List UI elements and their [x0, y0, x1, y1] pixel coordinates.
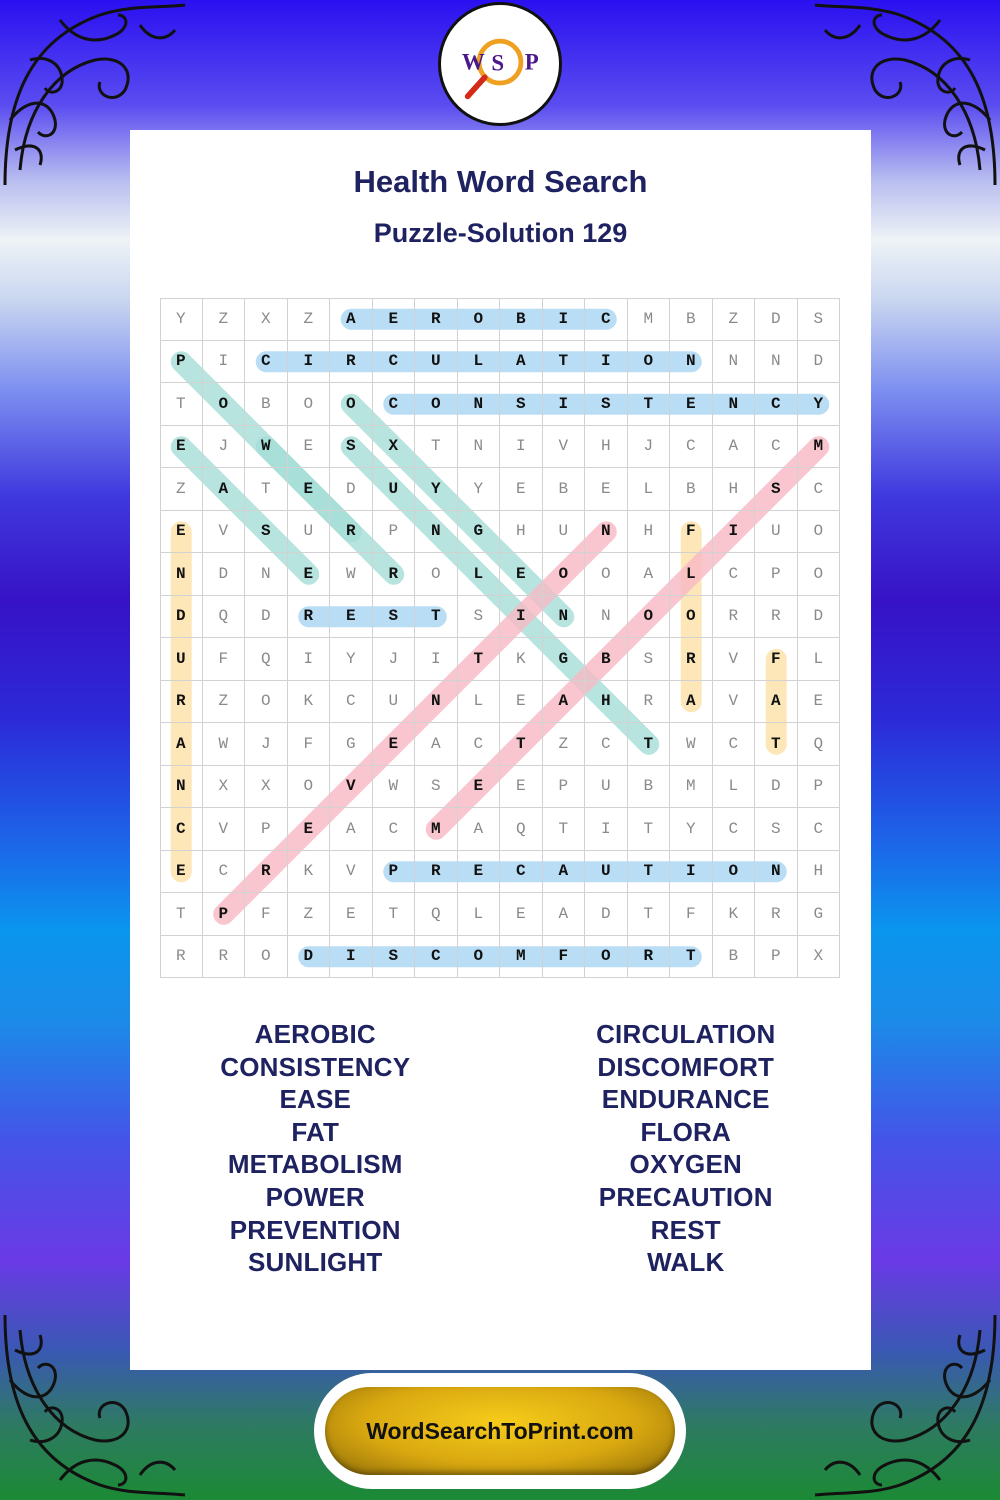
grid-cell[interactable]: C — [585, 298, 628, 341]
grid-cell[interactable]: L — [458, 681, 501, 724]
grid-cell[interactable]: D — [798, 596, 841, 639]
grid-cell[interactable]: R — [415, 298, 458, 341]
grid-cell[interactable]: T — [628, 723, 671, 766]
grid-cell[interactable]: T — [458, 638, 501, 681]
grid-cell[interactable]: C — [585, 723, 628, 766]
grid-cell[interactable]: B — [628, 766, 671, 809]
grid-cell[interactable]: F — [670, 511, 713, 554]
grid-cell[interactable]: S — [373, 936, 416, 979]
grid-cell[interactable]: T — [245, 468, 288, 511]
grid-cell[interactable]: O — [458, 298, 501, 341]
word-list-right-column — [501, 1018, 872, 1279]
word-list-left-column — [130, 1018, 501, 1279]
grid-cell[interactable]: B — [670, 298, 713, 341]
grid-cell[interactable]: N — [755, 851, 798, 894]
grid-cell[interactable]: O — [288, 383, 331, 426]
grid-cell[interactable]: S — [628, 638, 671, 681]
grid-cell[interactable]: C — [798, 808, 841, 851]
grid-cell[interactable]: Q — [415, 893, 458, 936]
grid-cell[interactable]: P — [160, 341, 203, 384]
grid-cell[interactable]: C — [500, 851, 543, 894]
grid-cell[interactable]: T — [415, 426, 458, 469]
grid-cell[interactable]: C — [670, 426, 713, 469]
word-list-item: PRECAUTION — [598, 1181, 773, 1212]
grid-cell[interactable]: O — [543, 553, 586, 596]
grid-cell[interactable]: Y — [798, 383, 841, 426]
grid-cell[interactable]: G — [330, 723, 373, 766]
grid-cell[interactable]: Q — [500, 808, 543, 851]
word-list-item: SUNLIGHT — [248, 1247, 383, 1278]
grid-cell[interactable]: N — [670, 341, 713, 384]
grid-cell[interactable]: A — [203, 468, 246, 511]
grid-cell[interactable]: P — [755, 936, 798, 979]
grid-cell[interactable]: N — [160, 553, 203, 596]
grid-cell[interactable]: K — [288, 851, 331, 894]
grid-cell[interactable]: M — [500, 936, 543, 979]
logo-letter-s: S — [491, 50, 505, 76]
website-button[interactable] — [314, 1373, 686, 1489]
grid-cell[interactable]: C — [755, 426, 798, 469]
grid-cell[interactable]: Z — [203, 681, 246, 724]
grid-cell[interactable]: R — [755, 893, 798, 936]
grid-cell[interactable]: B — [713, 936, 756, 979]
grid-cell[interactable]: E — [373, 723, 416, 766]
grid-cell[interactable]: E — [585, 468, 628, 511]
grid-cell[interactable]: A — [330, 808, 373, 851]
grid-cell[interactable]: X — [373, 426, 416, 469]
grid-cell[interactable]: A — [670, 681, 713, 724]
grid-cell[interactable]: D — [160, 596, 203, 639]
grid-cell[interactable]: Y — [458, 468, 501, 511]
page-title: Health Word Search — [353, 164, 648, 199]
grid-cell[interactable]: W — [245, 426, 288, 469]
grid-cell[interactable]: R — [628, 936, 671, 979]
grid-cell[interactable]: E — [798, 681, 841, 724]
grid-cell[interactable]: Y — [160, 298, 203, 341]
word-list-item: REST — [650, 1214, 721, 1245]
grid-cell[interactable]: N — [458, 383, 501, 426]
word-list-item: CONSISTENCY — [220, 1051, 411, 1082]
grid-cell[interactable]: O — [415, 553, 458, 596]
grid-cell[interactable]: I — [543, 298, 586, 341]
word-list-item: FAT — [291, 1116, 340, 1147]
grid-cell[interactable]: Y — [330, 638, 373, 681]
grid-cell[interactable]: N — [585, 511, 628, 554]
grid-cell[interactable]: E — [288, 553, 331, 596]
grid-cell[interactable]: H — [585, 681, 628, 724]
grid-cell[interactable]: Q — [798, 723, 841, 766]
grid-cell[interactable]: R — [203, 936, 246, 979]
grid-cell[interactable]: Z — [203, 298, 246, 341]
grid-cell[interactable]: O — [628, 341, 671, 384]
grid-cell[interactable]: J — [245, 723, 288, 766]
word-list-item: ENDURANCE — [601, 1084, 770, 1115]
wsp-logo[interactable] — [438, 2, 562, 126]
grid-cell[interactable]: E — [500, 553, 543, 596]
grid-cell[interactable]: L — [713, 766, 756, 809]
grid-cell[interactable]: Z — [288, 893, 331, 936]
grid-cell[interactable]: X — [245, 298, 288, 341]
grid-cell[interactable]: R — [713, 596, 756, 639]
grid-cell[interactable]: U — [585, 766, 628, 809]
grid-cell[interactable]: N — [713, 383, 756, 426]
grid-cell[interactable]: L — [458, 553, 501, 596]
grid-cell[interactable]: L — [628, 468, 671, 511]
grid-cell[interactable]: L — [670, 553, 713, 596]
grid-cell[interactable]: O — [245, 936, 288, 979]
grid-cell[interactable]: H — [500, 511, 543, 554]
grid-cell[interactable]: J — [373, 638, 416, 681]
grid-cell[interactable]: T — [628, 893, 671, 936]
grid-cell[interactable]: V — [713, 638, 756, 681]
grid-cell[interactable]: U — [415, 341, 458, 384]
grid-cell[interactable]: C — [755, 383, 798, 426]
grid-cell[interactable]: E — [330, 893, 373, 936]
grid-cell[interactable]: O — [713, 851, 756, 894]
grid-cell[interactable]: I — [713, 511, 756, 554]
grid-cell[interactable]: W — [330, 553, 373, 596]
grid-cell[interactable]: C — [713, 808, 756, 851]
grid-cell[interactable]: M — [798, 426, 841, 469]
grid-cell[interactable]: W — [373, 766, 416, 809]
grid-cell[interactable]: C — [415, 936, 458, 979]
grid-cell[interactable]: D — [288, 936, 331, 979]
grid-cell[interactable]: A — [628, 553, 671, 596]
grid-cell[interactable]: H — [628, 511, 671, 554]
grid-cell[interactable]: T — [415, 596, 458, 639]
grid-cell[interactable]: A — [755, 681, 798, 724]
grid-cell[interactable]: R — [245, 851, 288, 894]
grid-cell[interactable]: H — [713, 468, 756, 511]
grid-cell[interactable]: U — [373, 468, 416, 511]
grid-cell[interactable]: Z — [713, 298, 756, 341]
grid-cell[interactable]: R — [330, 511, 373, 554]
grid-cell[interactable]: M — [670, 766, 713, 809]
grid-cell[interactable]: U — [755, 511, 798, 554]
grid-cell[interactable]: E — [458, 766, 501, 809]
grid-cell[interactable]: O — [670, 596, 713, 639]
grid-cell[interactable]: K — [500, 638, 543, 681]
grid-cell[interactable]: E — [160, 426, 203, 469]
grid-cell[interactable]: A — [160, 723, 203, 766]
grid-cell[interactable]: C — [245, 341, 288, 384]
grid-cell[interactable]: I — [288, 638, 331, 681]
grid-cell[interactable]: Z — [288, 298, 331, 341]
grid-cell[interactable]: O — [330, 383, 373, 426]
grid-cell[interactable]: W — [670, 723, 713, 766]
grid-cell[interactable]: O — [415, 383, 458, 426]
grid-cell[interactable]: N — [585, 596, 628, 639]
logo-letter-w: W — [461, 49, 485, 75]
grid-cell[interactable]: L — [458, 341, 501, 384]
grid-cell[interactable]: A — [713, 426, 756, 469]
grid-cell[interactable]: N — [543, 596, 586, 639]
word-list-item: DISCOMFORT — [597, 1051, 775, 1082]
grid-cell[interactable]: F — [203, 638, 246, 681]
grid-cell[interactable]: X — [203, 766, 246, 809]
grid-cell[interactable]: T — [628, 383, 671, 426]
grid-cell[interactable]: V — [203, 808, 246, 851]
grid-cell[interactable]: Q — [245, 638, 288, 681]
grid-cell[interactable]: T — [500, 723, 543, 766]
grid-cell[interactable]: C — [203, 851, 246, 894]
grid-cell[interactable]: O — [245, 681, 288, 724]
grid-cell[interactable]: I — [330, 936, 373, 979]
grid-cell[interactable]: F — [543, 936, 586, 979]
grid-cell[interactable]: N — [160, 766, 203, 809]
grid-cell[interactable]: D — [798, 341, 841, 384]
grid-cell[interactable]: I — [543, 383, 586, 426]
grid-cell[interactable]: A — [500, 341, 543, 384]
grid-cell[interactable]: R — [160, 936, 203, 979]
grid-cell[interactable]: E — [288, 468, 331, 511]
word-list-item: WALK — [647, 1247, 725, 1278]
grid-cell[interactable]: B — [670, 468, 713, 511]
grid-cell[interactable]: N — [458, 426, 501, 469]
grid-cell[interactable]: S — [330, 426, 373, 469]
grid-cell[interactable]: O — [585, 936, 628, 979]
grid-cell[interactable]: O — [203, 383, 246, 426]
grid-cell[interactable]: V — [543, 426, 586, 469]
grid-cell[interactable]: I — [585, 341, 628, 384]
grid-cell[interactable]: O — [628, 596, 671, 639]
grid-cell[interactable]: B — [245, 383, 288, 426]
grid-cell[interactable]: K — [713, 893, 756, 936]
word-list-item: CIRCULATION — [596, 1019, 776, 1049]
grid-cell[interactable]: E — [160, 851, 203, 894]
grid-cell[interactable]: S — [373, 596, 416, 639]
grid-cell[interactable]: T — [628, 851, 671, 894]
grid-cell[interactable]: R — [160, 681, 203, 724]
grid-cell[interactable]: D — [203, 553, 246, 596]
grid-cell[interactable]: I — [500, 596, 543, 639]
grid-cell[interactable]: H — [798, 851, 841, 894]
grid-cell[interactable]: P — [373, 851, 416, 894]
grid-cell[interactable]: G — [458, 511, 501, 554]
word-list-item: POWER — [265, 1181, 365, 1212]
grid-cell[interactable]: U — [543, 511, 586, 554]
grid-cell[interactable]: B — [500, 298, 543, 341]
word-list-item: METABOLISM — [227, 1149, 403, 1180]
grid-cell[interactable]: L — [458, 893, 501, 936]
grid-cell[interactable]: N — [713, 341, 756, 384]
grid-cell[interactable]: P — [798, 766, 841, 809]
grid-cell[interactable]: H — [585, 426, 628, 469]
grid-cell[interactable]: F — [245, 893, 288, 936]
word-list — [130, 1018, 871, 1279]
grid-cell[interactable]: C — [330, 681, 373, 724]
grid-cell[interactable]: U — [160, 638, 203, 681]
grid-cell[interactable]: V — [713, 681, 756, 724]
grid-cell[interactable]: Y — [670, 808, 713, 851]
grid-cell[interactable]: T — [755, 723, 798, 766]
grid-cell[interactable]: E — [330, 596, 373, 639]
grid-cell[interactable]: J — [203, 426, 246, 469]
grid-cell[interactable]: M — [628, 298, 671, 341]
grid-cell[interactable]: T — [670, 936, 713, 979]
word-list-item: PREVENTION — [229, 1214, 401, 1245]
grid-cell[interactable]: I — [500, 426, 543, 469]
grid-cell[interactable]: F — [670, 893, 713, 936]
grid-cell[interactable]: B — [585, 638, 628, 681]
grid-cell[interactable]: X — [798, 936, 841, 979]
grid-cell[interactable]: C — [373, 808, 416, 851]
grid-cell[interactable]: V — [330, 851, 373, 894]
grid-cell[interactable]: P — [203, 893, 246, 936]
word-list-item: FLORA — [640, 1116, 732, 1147]
grid-cell[interactable]: G — [798, 893, 841, 936]
grid-cell[interactable]: R — [415, 851, 458, 894]
word-list-item: EASE — [279, 1084, 352, 1115]
page-subtitle: Puzzle-Solution 129 — [373, 218, 628, 248]
grid-cell[interactable]: M — [415, 808, 458, 851]
grid-cell[interactable]: O — [585, 553, 628, 596]
grid-cell[interactable]: I — [585, 808, 628, 851]
grid-cell[interactable]: I — [288, 341, 331, 384]
grid-cell[interactable]: E — [458, 851, 501, 894]
grid-cell[interactable]: D — [585, 893, 628, 936]
grid-cell[interactable]: C — [798, 468, 841, 511]
grid-cell[interactable]: A — [415, 723, 458, 766]
grid-cell[interactable]: U — [585, 851, 628, 894]
grid-cell[interactable]: O — [288, 766, 331, 809]
grid-cell[interactable]: E — [500, 766, 543, 809]
grid-cell[interactable]: R — [628, 681, 671, 724]
grid-cell[interactable]: S — [415, 766, 458, 809]
grid-cell[interactable]: R — [670, 638, 713, 681]
grid-cell[interactable]: O — [798, 511, 841, 554]
grid-cell[interactable]: E — [160, 511, 203, 554]
grid-cell[interactable]: R — [330, 341, 373, 384]
grid-cell[interactable]: S — [500, 383, 543, 426]
grid-cell[interactable]: F — [755, 638, 798, 681]
grid-cell[interactable]: B — [543, 468, 586, 511]
grid-cell[interactable]: S — [245, 511, 288, 554]
grid-cell[interactable]: E — [500, 681, 543, 724]
grid-cell[interactable]: U — [288, 511, 331, 554]
grid-cell[interactable]: S — [755, 468, 798, 511]
grid-cell[interactable]: N — [245, 553, 288, 596]
grid-cell[interactable]: K — [288, 681, 331, 724]
grid-cell[interactable]: S — [755, 808, 798, 851]
grid-cell[interactable]: T — [628, 808, 671, 851]
grid-cell[interactable]: S — [798, 298, 841, 341]
grid-cell[interactable]: P — [373, 511, 416, 554]
grid-cell[interactable]: G — [543, 638, 586, 681]
grid-cell[interactable]: R — [755, 596, 798, 639]
grid-cell[interactable]: V — [203, 511, 246, 554]
grid-cell[interactable]: T — [160, 893, 203, 936]
grid-cell[interactable]: E — [500, 468, 543, 511]
grid-cell[interactable]: E — [288, 426, 331, 469]
grid-cell[interactable]: D — [755, 766, 798, 809]
grid-cell[interactable]: S — [585, 383, 628, 426]
grid-cell[interactable]: N — [415, 511, 458, 554]
grid-cell[interactable]: C — [458, 723, 501, 766]
word-list-item: OXYGEN — [629, 1149, 742, 1180]
grid-cell[interactable]: P — [245, 808, 288, 851]
grid-cell[interactable]: C — [160, 808, 203, 851]
grid-cell[interactable]: E — [670, 383, 713, 426]
grid-cell[interactable]: O — [798, 553, 841, 596]
grid-cell[interactable]: S — [458, 596, 501, 639]
grid-cell[interactable]: I — [415, 638, 458, 681]
grid-cell[interactable]: X — [245, 766, 288, 809]
grid-cell[interactable]: T — [160, 383, 203, 426]
grid-cell[interactable]: U — [373, 681, 416, 724]
website-link[interactable]: WordSearchToPrint.com — [325, 1387, 675, 1475]
grid-cell[interactable]: I — [670, 851, 713, 894]
grid-cell[interactable]: A — [330, 298, 373, 341]
grid-cell[interactable]: R — [288, 596, 331, 639]
grid-cell[interactable]: C — [373, 383, 416, 426]
grid-cell[interactable]: A — [458, 808, 501, 851]
grid-cell[interactable]: O — [458, 936, 501, 979]
grid-cell[interactable]: T — [543, 341, 586, 384]
grid-cell[interactable]: Q — [203, 596, 246, 639]
logo-letter-p: P — [524, 49, 539, 75]
grid-cell[interactable]: J — [628, 426, 671, 469]
grid-cell[interactable]: F — [288, 723, 331, 766]
grid-cell[interactable]: C — [713, 553, 756, 596]
grid-cell[interactable]: A — [543, 681, 586, 724]
grid-cell[interactable]: T — [543, 808, 586, 851]
grid-cell[interactable]: N — [415, 681, 458, 724]
grid-cell[interactable]: C — [373, 341, 416, 384]
grid-cell[interactable]: I — [203, 341, 246, 384]
puzzle-grid-area — [160, 298, 840, 978]
grid-cell[interactable]: Z — [160, 468, 203, 511]
grid-cell[interactable]: P — [755, 553, 798, 596]
grid-cell[interactable]: D — [245, 596, 288, 639]
grid-cell[interactable]: E — [288, 808, 331, 851]
grid-cell[interactable]: A — [543, 893, 586, 936]
grid-cell[interactable]: P — [543, 766, 586, 809]
grid-cell[interactable]: N — [755, 341, 798, 384]
grid-cell[interactable]: D — [755, 298, 798, 341]
grid-cell[interactable]: T — [373, 893, 416, 936]
grid-cell[interactable]: R — [373, 553, 416, 596]
letter-grid — [160, 298, 840, 978]
grid-cell[interactable]: C — [713, 723, 756, 766]
grid-cell[interactable]: Z — [543, 723, 586, 766]
grid-cell[interactable]: W — [203, 723, 246, 766]
grid-cell[interactable]: D — [330, 468, 373, 511]
grid-cell[interactable]: E — [373, 298, 416, 341]
grid-cell[interactable]: V — [330, 766, 373, 809]
grid-cell[interactable]: E — [500, 893, 543, 936]
grid-cell[interactable]: Y — [415, 468, 458, 511]
grid-cell[interactable]: L — [798, 638, 841, 681]
puzzle-card — [130, 130, 871, 1370]
word-list-item: AEROBIC — [254, 1019, 376, 1049]
grid-cell[interactable]: A — [543, 851, 586, 894]
